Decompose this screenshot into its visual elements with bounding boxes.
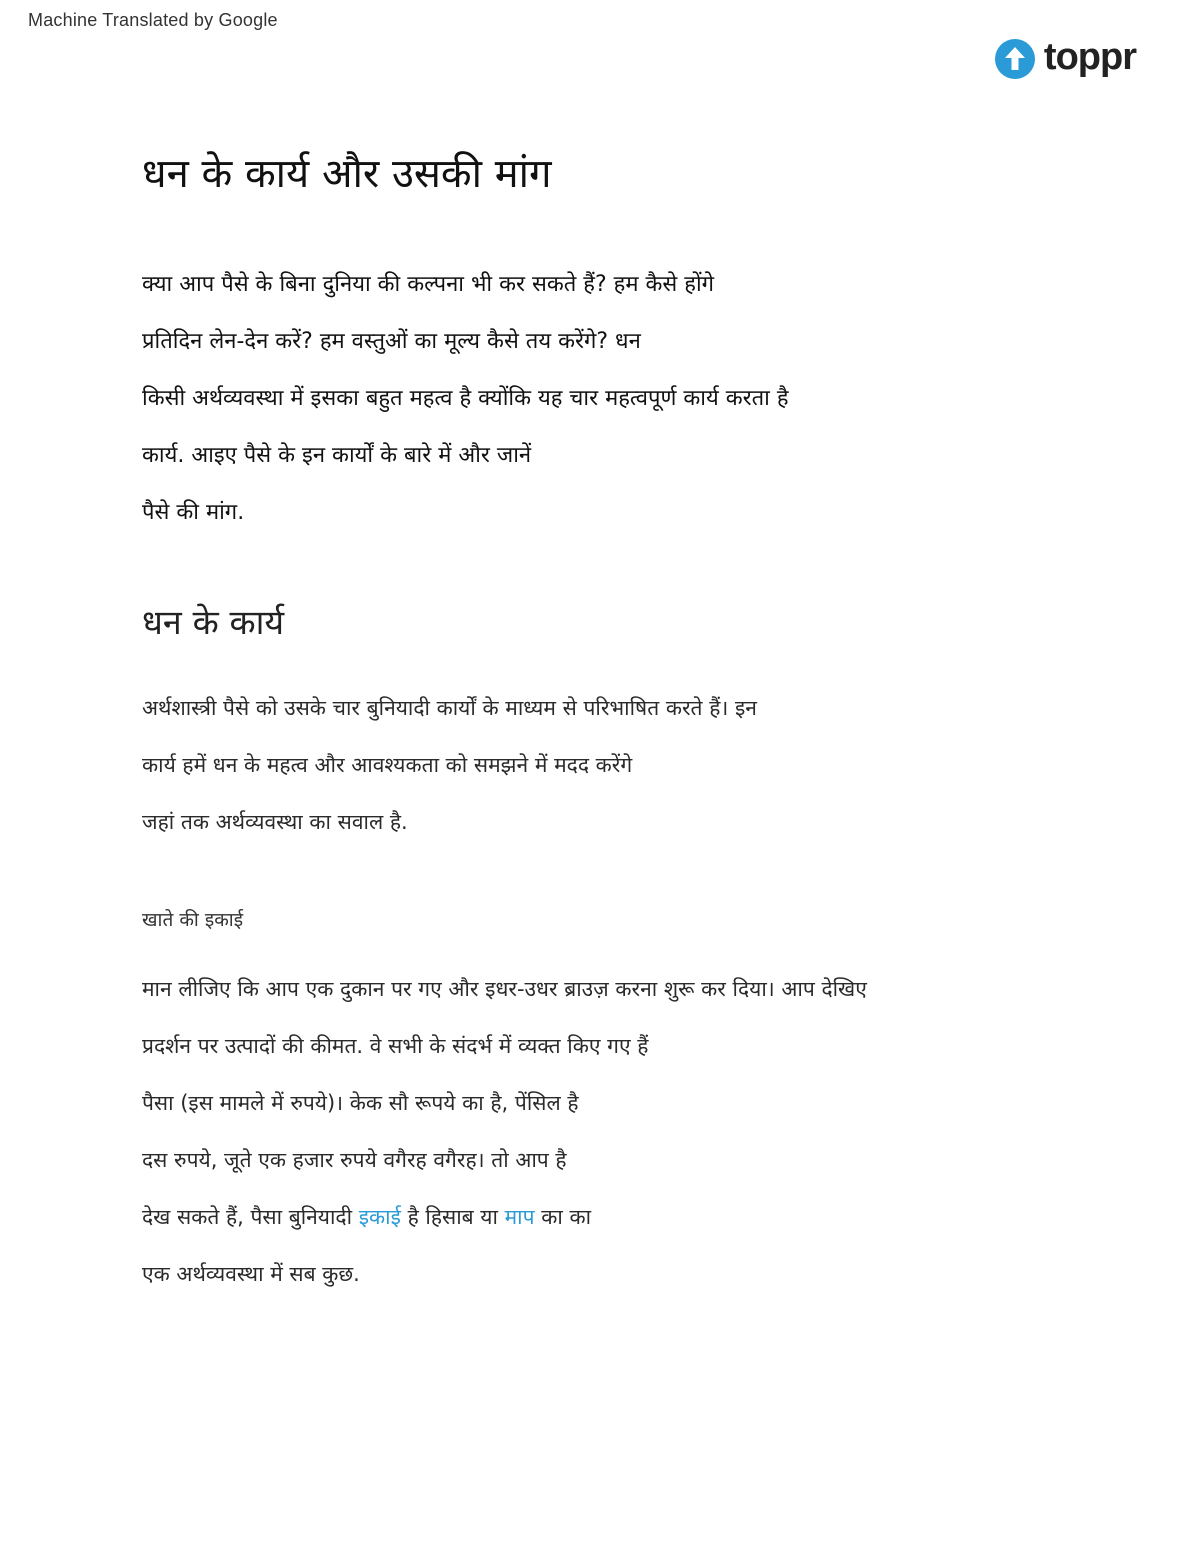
paragraph-line: जहां तक अर्थव्यवस्था का सवाल है. <box>142 809 408 834</box>
paragraph-line: पैसा (इस मामले में रुपये)। केक सौ रूपये का है, पेंसिल है <box>142 1091 579 1116</box>
paragraph-line: एक अर्थव्यवस्था में सब कुछ. <box>142 1262 360 1287</box>
paragraph-line: मान लीजिए कि आप एक दुकान पर गए और इधर-उधर ब्राउज़ करना शुरू कर दिया। आप देखिए <box>142 977 867 1002</box>
text-segment: देख सकते हैं, पैसा बुनियादी <box>142 1205 353 1230</box>
paragraph-line: कार्य. आइए पैसे के इन कार्यों के बारे में और जानें <box>142 443 532 468</box>
paragraph-line: प्रतिदिन लेन-देन करें? हम वस्तुओं का मूल्य कैसे तय करेंगे? धन <box>142 329 641 354</box>
brand-name: toppr <box>1043 36 1136 78</box>
section-heading: धन के कार्य <box>142 603 285 643</box>
machine-translation-label: Machine Translated by Google <box>28 10 278 30</box>
paragraph-line: क्या आप पैसे के बिना दुनिया की कल्पना भी कर सकते हैं? हम कैसे होंगे <box>142 272 715 297</box>
paragraph-line-with-links <box>142 1189 1062 1246</box>
page-title: धन के कार्य और उसकी मांग <box>142 151 552 197</box>
paragraph-line: दस रुपये, जूते एक हजार रुपये वगैरह वगैरह। तो आप है <box>142 1148 567 1173</box>
text-segment: है हिसाब या <box>407 1205 498 1230</box>
brand-logo <box>994 38 1136 80</box>
document-content <box>142 150 1062 1303</box>
paragraph-line: किसी अर्थव्यवस्था में इसका बहुत महत्व है क्योंकि यह चार महत्वपूर्ण कार्य करता है <box>142 386 789 411</box>
sub-heading: खाते की इकाई <box>142 908 244 931</box>
paragraph-line: कार्य हमें धन के महत्व और आवश्यकता को समझने में मदद करेंगे <box>142 752 633 777</box>
link-measure[interactable]: माप <box>504 1205 535 1230</box>
up-arrow-circle-icon <box>994 38 1036 80</box>
sub-paragraph <box>142 961 1062 1303</box>
paragraph-line: अर्थशास्त्री पैसे को उसके चार बुनियादी कार्यों के माध्यम से परिभाषित करते हैं। इन <box>142 695 757 720</box>
section-paragraph <box>142 680 1062 851</box>
paragraph-line: पैसे की मांग. <box>142 500 245 525</box>
paragraph-line: प्रदर्शन पर उत्पादों की कीमत. वे सभी के संदर्भ में व्यक्त किए गए हैं <box>142 1034 649 1059</box>
intro-paragraph <box>142 256 1062 541</box>
text-segment: का का <box>541 1205 592 1230</box>
link-unit[interactable]: इकाई <box>358 1205 401 1230</box>
